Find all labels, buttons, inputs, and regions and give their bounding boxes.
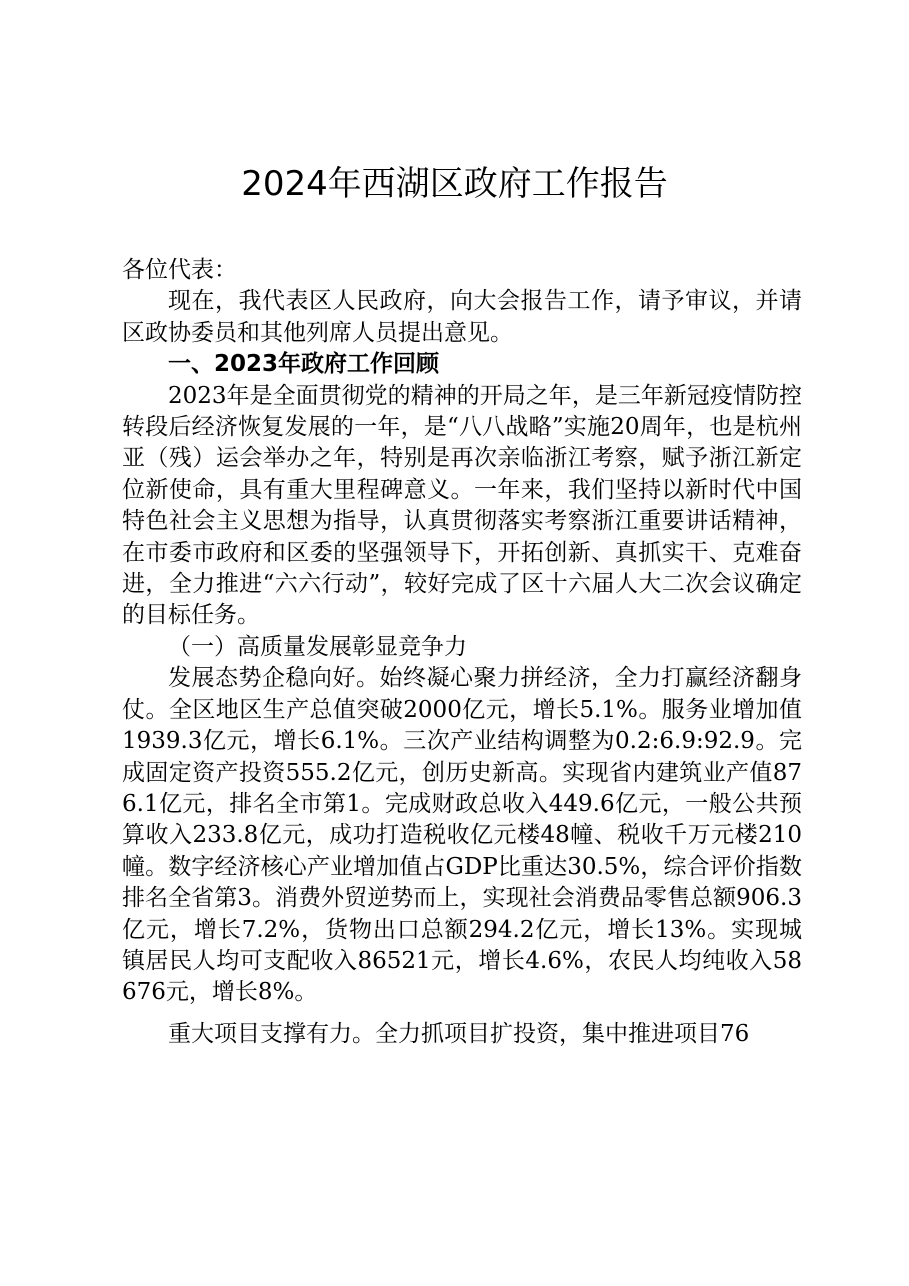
subsection-heading: （一）高质量发展彰显竞争力 <box>168 633 467 660</box>
document-body <box>122 255 802 1050</box>
salutation: 各位代表： <box>122 257 237 283</box>
opening-paragraph: 现在，我代表区人民政府，向大会报告工作，请予审议，并请区政协委员和其他列席人员提出意见。 <box>122 288 802 346</box>
paragraph-spacer <box>122 1009 802 1019</box>
section-heading: 一、2023年政府工作回顾 <box>168 351 440 378</box>
projects-paragraph: 重大项目支撑有力。全力抓项目扩投资，集中推进项目76 <box>168 1020 750 1047</box>
development-paragraph: 发展态势企稳向好。始终凝心聚力拼经济，全力打赢经济翻身仗。全区地区生产总值突破2000亿元，增长5.1%。服务业增加值1939.3亿元，增长6.1%。三次产业结构调整为0.2:6.9:92.9。完成固定资产投资555.2亿元，创历史新高。实现省内建筑业产值876.1亿元，排名全市第1。完成财政总收入449.6亿元，一般公共预算收入233.8亿元，成功打造税收亿元楼48幢、税收千万元楼210幢。数字经济核心产业增加值占GDP比重达30.5%，综合评价指数排名全省第3。消费外贸逆势而上，实现社会消费品零售总额906.3亿元，增长7.2%，货物出口总额294.2亿元，增长13%。实现城镇居民人均可支配收入86521元，增长4.6%，农民人均纯收入58676元，增长8%。 <box>122 665 802 1006</box>
document-title: 2024年西湖区政府工作报告 <box>241 164 668 204</box>
section-intro-paragraph: 2023年是全面贯彻党的精神的开局之年，是三年新冠疫情防控转段后经济恢复发展的一年，是“八八战略”实施20周年，也是杭州亚（残）运会举办之年，特别是再次亲临浙江考察，赋予浙江新定位新使命，具有重大里程碑意义。一年来，我们坚持以新时代中国特色社会主义思想为指导，认真贯彻落实考察浙江重要讲话精神，在市委市政府和区委的坚强领导下，开拓创新、真抓实干、克难奋进，全力推进“六六行动”，较好完成了区十六届人大二次会议确定的目标任务。 <box>122 382 802 629</box>
